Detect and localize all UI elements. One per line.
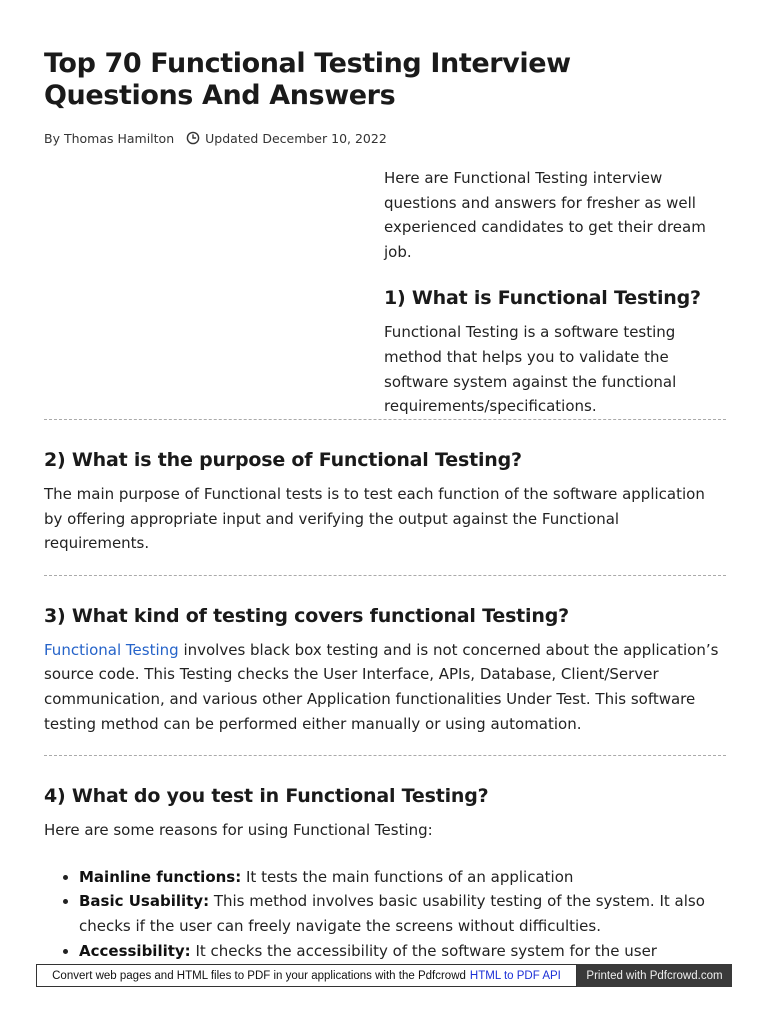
- list-item-term: Accessibility:: [79, 941, 191, 960]
- question-4-heading: 4) What do you test in Functional Testing?: [44, 785, 489, 808]
- html-to-pdf-api-link[interactable]: HTML to PDF API: [469, 969, 561, 982]
- reasons-list: [44, 865, 726, 963]
- list-item: [79, 939, 726, 964]
- divider: [44, 419, 726, 420]
- list-item-text: It checks the accessibility of the software system for the user: [190, 941, 657, 960]
- question-2-heading: 2) What is the purpose of Functional Testing?: [44, 449, 522, 471]
- list-item-text: It tests the main functions of an application: [241, 867, 574, 886]
- list-item-text: This method involves basic usability testing of the system. It also checks if the user can freely navigate the screens without difficulties.: [79, 892, 705, 935]
- pdfcrowd-footer: [36, 964, 732, 987]
- article-meta: [44, 128, 726, 148]
- divider: [44, 755, 726, 756]
- question-2-answer: The main purpose of Functional tests is to test each function of the software application by offering appropriate input and verifying the output against the Functional requirements.: [44, 485, 705, 553]
- printed-text: Printed with Pdfcrowd.com: [586, 969, 723, 982]
- question-1-heading: 1) What is Functional Testing?: [384, 287, 701, 310]
- question-3-answer-text: involves black box testing and is not concerned about the application’s source code. This Testing checks the User Interface, APIs, Database, Client/Server communication, and various other Application functionalities Under Test. This software testing method can be performed either manually or using automation.: [44, 640, 719, 733]
- convert-text: Convert web pages and HTML files to PDF in your applications with the Pdfcrowd: [52, 969, 466, 982]
- list-item-term: Basic Usability:: [79, 892, 210, 911]
- article: [44, 48, 726, 963]
- question-3-heading: 3) What kind of testing covers functional Testing?: [44, 604, 569, 627]
- intro-column: [384, 166, 729, 419]
- updated-date: Updated December 10, 2022: [205, 130, 387, 146]
- printed-with-badge[interactable]: [577, 964, 732, 987]
- list-item: [79, 889, 726, 938]
- article-title: Top 70 Functional Testing Interview Questions And Answers: [44, 48, 571, 111]
- functional-testing-link[interactable]: Functional Testing: [44, 640, 179, 659]
- question-4-lead: Here are some reasons for using Functional Testing:: [44, 821, 433, 840]
- question-1-answer: Functional Testing is a software testing method that helps you to validate the software system against the functional requirements/specifications.: [384, 323, 677, 416]
- convert-banner: [36, 964, 577, 987]
- question-3-answer: [44, 638, 726, 736]
- author-byline: By Thomas Hamilton: [44, 130, 175, 146]
- intro-section: [44, 148, 726, 416]
- intro-text: Here are Functional Testing interview questions and answers for fresher as well experienced candidates to get their dream job.: [384, 169, 706, 261]
- clock-icon: [186, 131, 200, 145]
- list-item-term: Mainline functions:: [79, 867, 242, 886]
- divider: [44, 575, 726, 576]
- list-item: [79, 865, 726, 890]
